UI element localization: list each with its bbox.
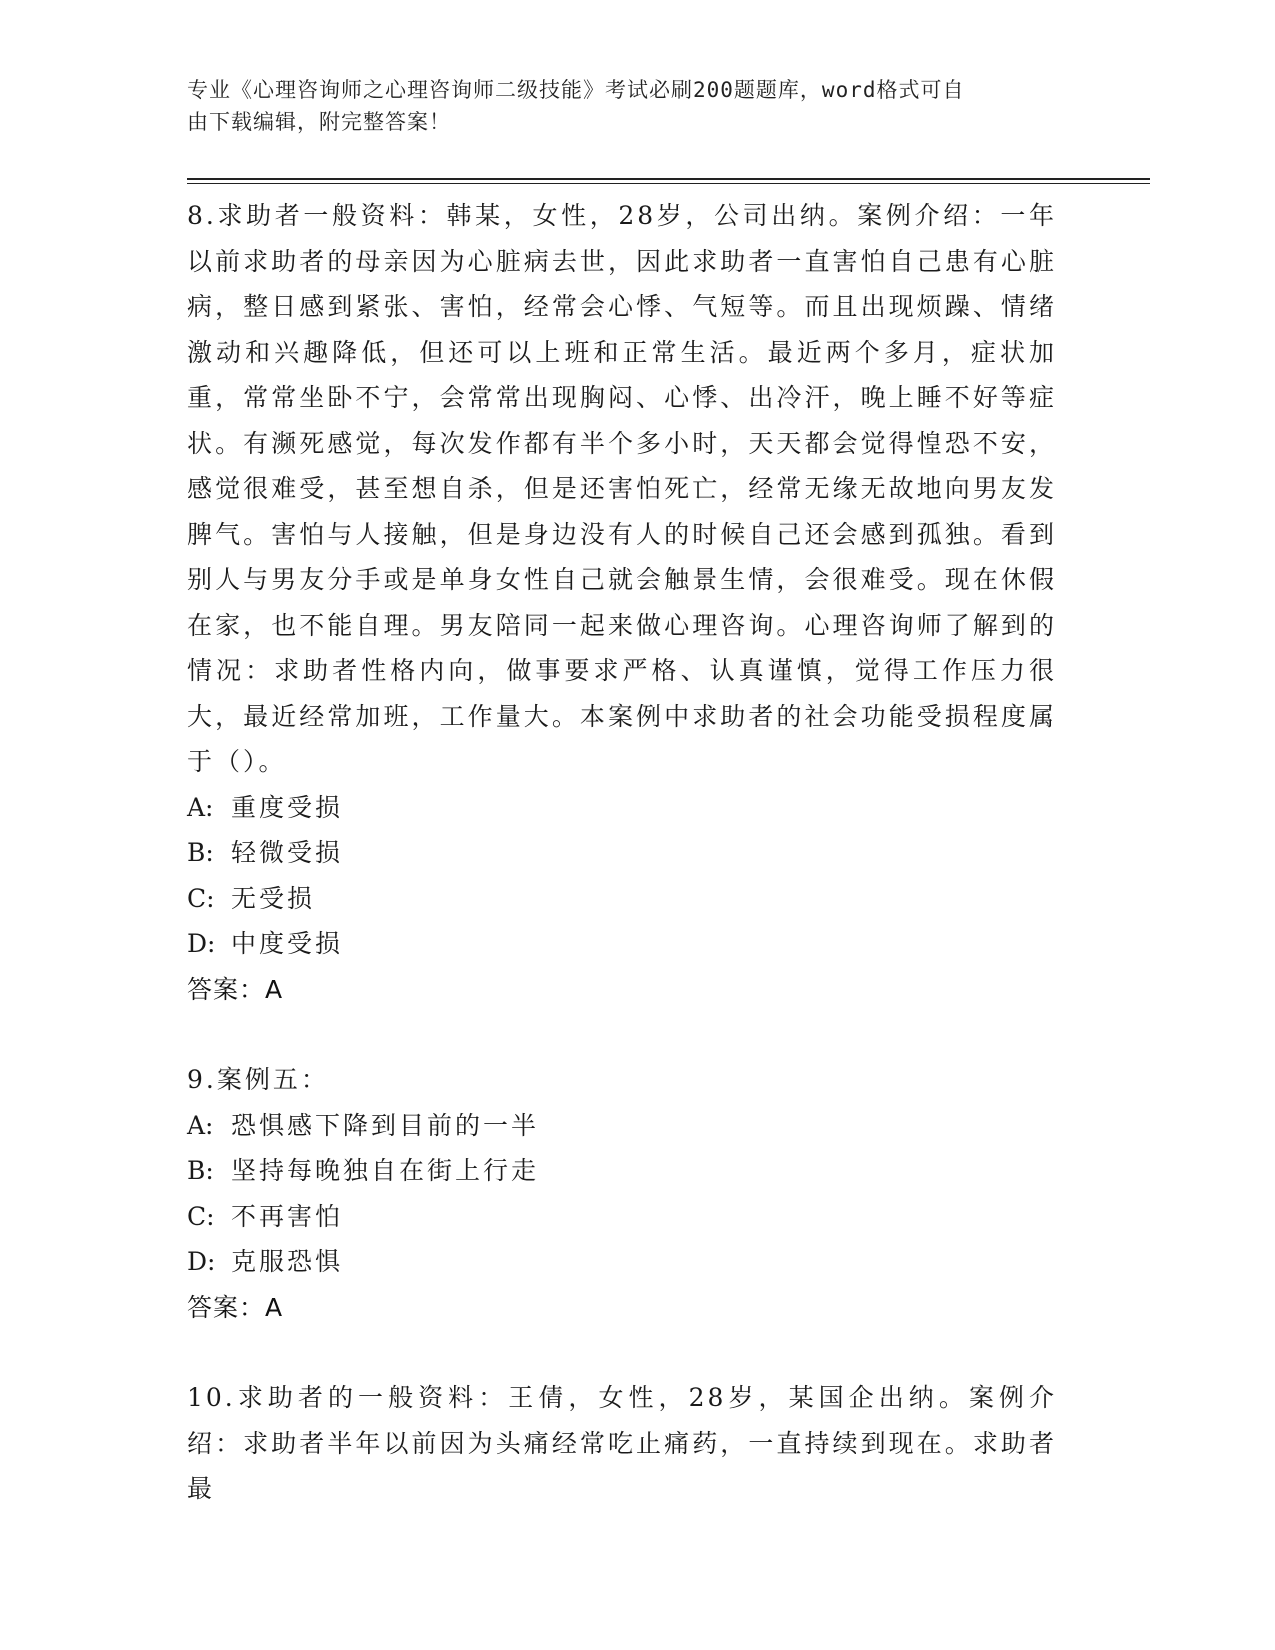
- question-9-option-d: [187, 1239, 1057, 1285]
- question-9-text: 案例五：: [216, 1065, 329, 1094]
- question-8-option-c: [187, 876, 1057, 922]
- question-8-number: 8.: [187, 201, 217, 230]
- header-divider-thin: [187, 183, 1150, 184]
- option-text: 重度受损: [231, 792, 344, 822]
- spacer: [187, 1012, 1057, 1057]
- header-line-2: 由下载编辑，附完整答案！: [187, 110, 451, 134]
- spacer: [187, 1330, 1057, 1375]
- question-8-stem: [187, 193, 1057, 785]
- option-text: 恐惧感下降到目前的一半: [231, 1110, 540, 1140]
- option-text: 克服恐惧: [231, 1247, 344, 1276]
- question-8-option-d: [187, 921, 1057, 967]
- option-letter: D:: [187, 929, 216, 958]
- question-9-option-a: [187, 1103, 1057, 1149]
- question-9: [187, 1057, 1057, 1330]
- question-8-option-b: [187, 830, 1057, 876]
- question-9-number: 9.: [187, 1065, 217, 1094]
- header-divider-thick: [187, 178, 1150, 180]
- option-letter: B:: [187, 1156, 214, 1185]
- header-line-1: 专业《心理咨询师之心理咨询师二级技能》考试必刷200题题库，word格式可自: [187, 78, 965, 102]
- question-list: [187, 193, 1057, 1512]
- option-text: 中度受损: [231, 929, 344, 958]
- question-10: [187, 1375, 1057, 1512]
- question-8: [187, 193, 1057, 1012]
- option-letter: A:: [187, 1110, 214, 1140]
- option-letter: C:: [187, 883, 215, 913]
- question-9-option-c: [187, 1194, 1057, 1240]
- option-letter: D:: [187, 1247, 216, 1276]
- option-letter: A:: [187, 792, 214, 822]
- question-9-stem: [187, 1057, 1057, 1103]
- question-8-answer: 答案：A: [187, 974, 284, 1004]
- option-text: 轻微受损: [231, 838, 344, 867]
- question-10-stem: [187, 1375, 1057, 1512]
- option-letter: C:: [187, 1201, 215, 1231]
- option-text: 不再害怕: [231, 1201, 344, 1231]
- question-9-options: [187, 1103, 1057, 1285]
- option-text: 无受损: [231, 883, 316, 913]
- question-9-option-b: [187, 1148, 1057, 1194]
- question-8-options: [187, 785, 1057, 967]
- document-header: [187, 74, 1067, 138]
- question-10-text: 求助者的一般资料：王倩，女性，28岁，某国企出纳。案例介绍：求助者半年以前因为头痛经常吃止痛药，一直持续到现在。求助者最: [187, 1383, 1057, 1503]
- option-letter: B:: [187, 838, 214, 867]
- option-text: 坚持每晚独自在街上行走: [231, 1156, 540, 1185]
- question-10-number: 10.: [187, 1383, 236, 1412]
- question-8-option-a: [187, 785, 1057, 831]
- question-8-text: 求助者一般资料：韩某，女性，28岁，公司出纳。案例介绍：一年以前求助者的母亲因为心脏病去世，因此求助者一直害怕自己患有心脏病，整日感到紧张、害怕，经常会心悸、气短等。而且出现烦躁、情绪激动和兴趣降低，但还可以上班和正常生活。最近两个多月，症状加重，常常坐卧不宁，会常常出现胸闷、心悸、出冷汗，晚上睡不好等症状。有濒死感觉，每次发作都有半个多小时，天天都会觉得惶恐不安，感觉很难受，甚至想自杀，但是还害怕死亡，经常无缘无故地向男友发脾气。害怕与人接触，但是身边没有人的时候自己还会感到孤独。看到别人与男友分手或是单身女性自己就会触景生情，会很难受。现在休假在家，也不能自理。男友陪同一起来做心理咨询。心理咨询师了解到的情况：求助者性格内向，做事要求严格、认真谨慎，觉得工作压力很大，最近经常加班，工作量大。本案例中求助者的社会功能受损程度属于（）。: [187, 201, 1057, 776]
- question-9-answer: 答案：A: [187, 1292, 284, 1322]
